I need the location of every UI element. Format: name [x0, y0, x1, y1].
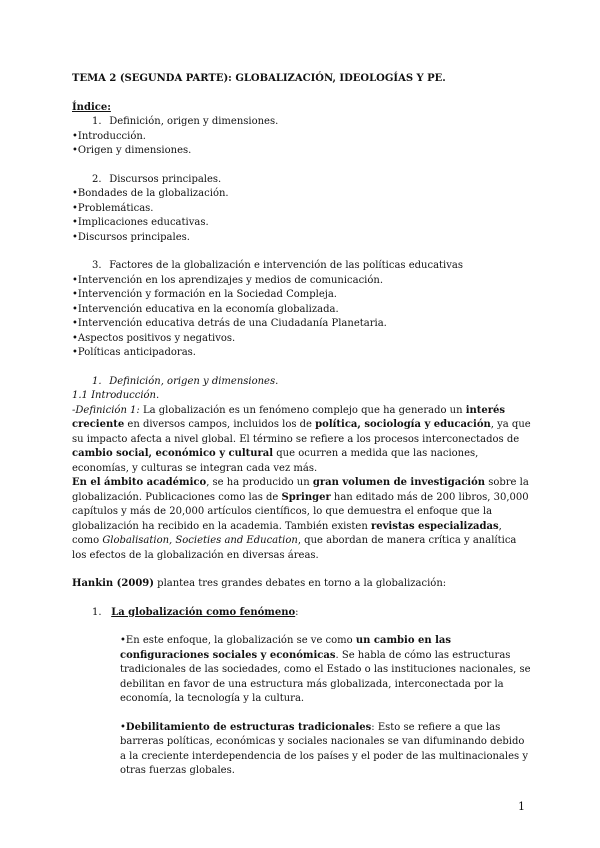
- toc-bullet: •Problemáticas.: [72, 202, 154, 214]
- toc-item: 3. Factores de la globalización e intervención de las políticas educativas: [92, 260, 464, 271]
- toc-bullet: •Implicaciones educativas.: [72, 217, 209, 228]
- debate-item: 1. La globalización como fenómeno:: [92, 606, 299, 618]
- toc-bullet: •Políticas anticipadoras.: [72, 347, 196, 358]
- debate-bullet: •En este enfoque, la globalización se ve como un cambio en las configuraciones sociales y económicas. Se habla de cómo las estructuras tradicionales de las sociedades, como el Estado o las instituciones nacionales, se debilitan en favor de una estructura más globalizada, interconectada por la economía, la tecnología y la cultura.: [120, 635, 531, 704]
- toc-group-1: [72, 115, 532, 159]
- toc-bullet: •Introducción.: [72, 130, 146, 142]
- index-heading: Índice:: [72, 101, 111, 113]
- toc-item: 2. Discursos principales.: [92, 173, 222, 185]
- document-page: [72, 72, 532, 779]
- definition-paragraph: -Definición 1: La globalización es un fenómeno complejo que ha generado un interés creciente en diversos campos, incluidos los de política, sociología y educación, ya que su impacto afecta a nivel global. El término se refiere a los procesos interconectados de cambio social, económico y cultural que ocurren a medida que las naciones, economías, y culturas se integran cada vez más.: [72, 404, 531, 474]
- toc-bullet: •Intervención en los aprendizajes y medios de comunicación.: [72, 274, 384, 286]
- toc-bullet: •Discursos principales.: [72, 231, 190, 243]
- toc-bullet: •Intervención educativa detrás de una Ciudadanía Planetaria.: [72, 318, 387, 329]
- debate-bullet: •Debilitamiento de estructuras tradicionales: Esto se refiere a que las barreras políticas, económicas y sociales nacionales se van difuminando debido a la creciente interdependencia de los países y el poder de las multinacionales y otras fuerzas globales.: [120, 721, 528, 776]
- subsection-heading: 1.1 Introducción.: [72, 390, 160, 401]
- hankin-paragraph: Hankin (2009) plantea tres grandes debates en torno a la globalización:: [72, 578, 447, 589]
- page-number: 1: [518, 800, 525, 813]
- toc-bullet: •Origen y dimensiones.: [72, 145, 192, 156]
- document-title: TEMA 2 (SEGUNDA PARTE): GLOBALIZACIÓN, IDEOLOGÍAS Y PE.: [72, 73, 446, 84]
- toc-bullet: •Aspectos positivos y negativos.: [72, 332, 236, 344]
- academic-paragraph: En el ámbito académico, se ha producido un gran volumen de investigación sobre la globalización. Publicaciones como las de Springer han editado más de 200 libros, 30,000 capítulos y más de 20,000 artículos científicos, lo que demuestra el enfoque que la globalización ha recibido en la academia. También existen revistas especializadas, como Globalisation, Societies and Education, que abordan de manera crítica y analítica los efectos de la globalización en diversas áreas.: [72, 477, 529, 561]
- toc-bullet: •Intervención educativa en la economía globalizada.: [72, 303, 339, 315]
- toc-bullet: •Intervención y formación en la Sociedad Compleja.: [72, 289, 337, 300]
- toc-item: 1. Definición, origen y dimensiones.: [92, 116, 279, 127]
- section-heading: 1. Definición, origen y dimensiones.: [92, 375, 279, 387]
- toc-group-2: [72, 173, 532, 246]
- toc-group-3: [72, 259, 532, 361]
- toc-bullet: •Bondades de la globalización.: [72, 188, 229, 199]
